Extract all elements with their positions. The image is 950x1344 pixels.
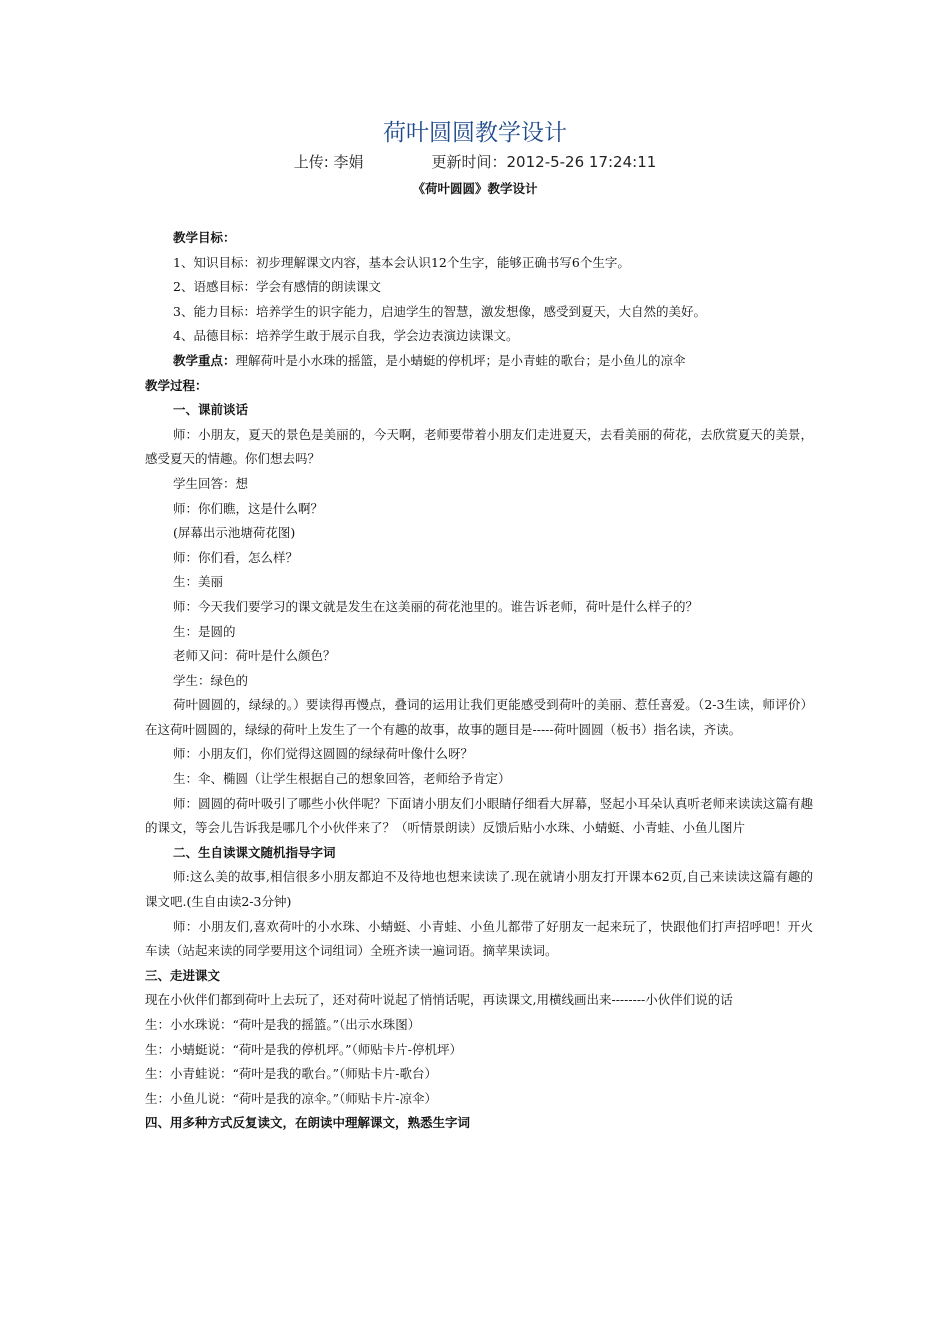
section-heading: 三、走进课文 — [145, 967, 221, 983]
uploader-text: 上传: 李娟 — [293, 153, 364, 171]
objective-item: 3、能力目标：培养学生的识字能力，启迪学生的智慧，激发想像，感受到夏天，大自然的美好。 — [173, 303, 706, 319]
objective-item: 4、品德目标：培养学生敢于展示自我，学会边表演边读课文。 — [173, 328, 519, 344]
document-subtitle: 《荷叶圆圆》教学设计 — [412, 181, 538, 196]
paragraph: 生：是圆的 — [173, 623, 236, 639]
paragraph: 学生：绿色的 — [173, 672, 249, 688]
paragraph: 师：小朋友们,喜欢荷叶的小水珠、小蜻蜓、小青蛙、小鱼儿都带了好朋友一起来玩了，快跟他们打声招呼吧！开火车读（站起来读的同学要用这个词组词）全班齐读一遍词语。摘苹果读词。 — [145, 918, 813, 959]
meta-line — [0, 152, 950, 172]
paragraph: 生：美丽 — [173, 574, 224, 590]
objective-item: 1、知识目标：初步理解课文内容，基本会认识12个生字，能够正确书写6个生字。 — [173, 254, 630, 270]
paragraph: 老师又问：荷叶是什么颜色？ — [173, 648, 336, 664]
paragraph: 现在小伙伴们都到荷叶上去玩了，还对荷叶说起了悄悄话呢，再读课文,用横线画出来--------小伙伴们说的话 — [145, 992, 733, 1008]
focus-label: 教学重点： — [173, 352, 236, 368]
paragraph: (屏幕出示池塘荷花图) — [173, 525, 296, 541]
process-heading: 教学过程： — [145, 377, 208, 393]
objective-item: 2、语感目标：学会有感情的朗读课文 — [173, 279, 381, 295]
paragraph: 师：你们看，怎么样？ — [173, 549, 299, 565]
paragraph: 学生回答：想 — [173, 475, 249, 491]
document-body — [145, 226, 813, 1136]
paragraph: 师：你们瞧，这是什么啊？ — [173, 500, 324, 516]
paragraph: 师：今天我们要学习的课文就是发生在这美丽的荷花池里的。谁告诉老师，荷叶是什么样子的？ — [173, 598, 699, 614]
section-heading: 一、课前谈话 — [173, 402, 249, 418]
paragraph: 生：小蜻蜓说：“荷叶是我的停机坪。”（师贴卡片-停机坪） — [145, 1041, 463, 1057]
page-title: 荷叶圆圆教学设计 — [383, 120, 567, 146]
section-heading: 四、用多种方式反复读文，在朗读中理解课文，熟悉生字词 — [145, 1115, 471, 1131]
teaching-focus — [145, 349, 813, 374]
paragraph: 师：小朋友们，你们觉得这圆圆的绿绿荷叶像什么呀？ — [173, 746, 474, 762]
objectives-heading: 教学目标： — [173, 230, 236, 245]
section-heading: 二、生自读课文随机指导字词 — [173, 844, 336, 860]
paragraph: 生：伞、椭圆（让学生根据自己的想象回答，老师给予肯定） — [173, 771, 511, 787]
paragraph: 生：小青蛙说：“荷叶是我的歌台。”（师贴卡片-歌台） — [145, 1066, 438, 1082]
paragraph: 师：小朋友，夏天的景色是美丽的，今天啊，老师要带着小朋友们走进夏天，去看美丽的荷花，去欣赏夏天的美景，感受夏天的情趣。你们想去吗？ — [145, 426, 813, 467]
updated-time-text: 更新时间：2012-5-26 17:24:11 — [431, 153, 657, 171]
paragraph: 生：小鱼儿说：“荷叶是我的凉伞。”（师贴卡片-凉伞） — [145, 1090, 438, 1106]
focus-text: 理解荷叶是小水珠的摇篮，是小蜻蜓的停机坪；是小青蛙的歌台；是小鱼儿的凉伞 — [235, 352, 686, 368]
paragraph: 师：圆圆的荷叶吸引了哪些小伙伴呢？下面请小朋友们小眼睛仔细看大屏幕，竖起小耳朵认真听老师来读读这篇有趣的课文，等会儿告诉我是哪几个小伙伴来了？（听情景朗读）反馈后贴小水珠、小蜻蜓、小青蛙、小鱼儿图片 — [145, 795, 813, 836]
paragraph: 生：小水珠说：“荷叶是我的摇篮。”（出示水珠图） — [145, 1017, 421, 1032]
paragraph: 师:这么美的故事,相信很多小朋友都迫不及待地也想来读读了.现在就请小朋友打开课本62页,自己来读读这篇有趣的课文吧.(生自由读2-3分钟) — [145, 869, 813, 910]
paragraph: 荷叶圆圆的，绿绿的。）要读得再慢点，叠词的运用让我们更能感受到荷叶的美丽、惹任喜爱。（2-3生读，师评价）在这荷叶圆圆的，绿绿的荷叶上发生了一个有趣的故事，故事的题目是-----荷叶圆圆（板书）指名读，齐读。 — [145, 697, 813, 737]
